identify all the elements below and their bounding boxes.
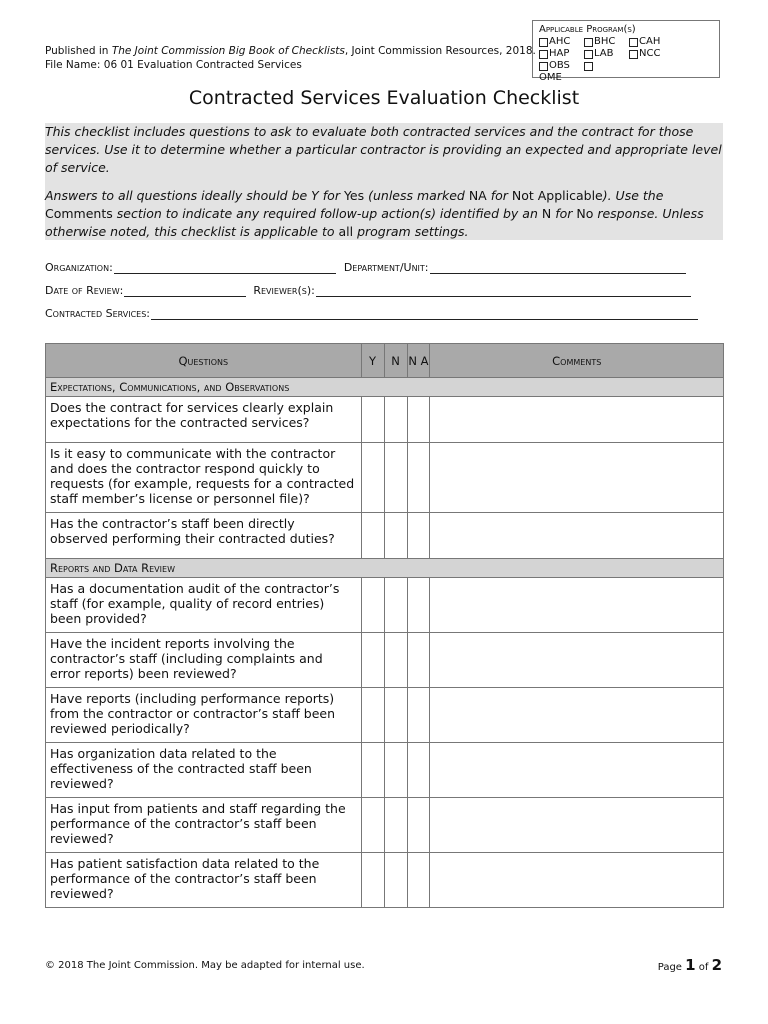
y-cell[interactable] [361, 798, 384, 853]
intro-paragraph-1: This checklist includes questions to ask to evaluate both contracted services and the contract for those services. Use it to determine whether a particular contractor is providing an expected and appropriate level of service. [45, 124, 722, 175]
programs-list [539, 36, 713, 72]
table-row [46, 853, 724, 908]
program-option[interactable] [629, 36, 674, 48]
section-title: Reports and Data Review [46, 559, 724, 578]
table-row [46, 513, 724, 559]
table-row [46, 578, 724, 633]
reviewers-label: Reviewer(s): [253, 284, 315, 297]
y-cell[interactable] [361, 578, 384, 633]
question-cell: Does the contract for services clearly explain expectations for the contracted services? [46, 397, 362, 443]
na-cell[interactable] [407, 743, 430, 798]
department-label: Department/Unit: [343, 261, 429, 274]
table-body [46, 378, 724, 908]
copyright: © 2018 The Joint Commission. May be adapted for internal use. [45, 960, 365, 971]
na-cell[interactable] [407, 578, 430, 633]
program-option[interactable] [539, 36, 584, 48]
header-comments: Comments [430, 344, 724, 378]
page-number: Page 1 of 2 [657, 956, 722, 974]
n-cell[interactable] [384, 443, 407, 513]
program-checkbox[interactable] [584, 50, 593, 59]
intro-box [45, 123, 723, 240]
date-row [45, 284, 691, 297]
y-cell[interactable] [361, 743, 384, 798]
page-title: Contracted Services Evaluation Checklist [188, 87, 580, 109]
intro-paragraph-2: Answers to all questions ideally should be Y for Yes (unless marked NA for Not Applicable). Use the Comments section to indicate any required follow-up action(s) identified by an N for No response. Unless otherwise noted, this checklist is applicable to all program settings. [45, 188, 704, 239]
y-cell[interactable] [361, 633, 384, 688]
section-header-row [46, 559, 724, 578]
program-option[interactable] [584, 60, 629, 72]
y-cell[interactable] [361, 443, 384, 513]
program-option[interactable] [539, 60, 584, 72]
publication-info [45, 44, 536, 72]
comments-cell[interactable] [430, 633, 724, 688]
organization-row [45, 261, 686, 274]
date-label: Date of Review: [45, 284, 124, 297]
header-y: Y [361, 344, 384, 378]
n-cell[interactable] [384, 743, 407, 798]
program-label: NCC [639, 48, 661, 59]
program-checkbox[interactable] [629, 50, 638, 59]
program-option[interactable] [584, 36, 629, 48]
program-checkbox[interactable] [539, 38, 548, 47]
reviewers-input[interactable] [316, 284, 691, 297]
contracted-label: Contracted Services: [45, 307, 151, 320]
question-cell: Has a documentation audit of the contractor’s staff (for example, quality of record entries) been provided? [46, 578, 362, 633]
n-cell[interactable] [384, 798, 407, 853]
contracted-row [45, 307, 698, 320]
question-cell: Has input from patients and staff regarding the performance of the contractor’s staff been reviewed? [46, 798, 362, 853]
program-checkbox[interactable] [584, 62, 593, 71]
table-row [46, 397, 724, 443]
header-questions: Questions [46, 344, 362, 378]
department-input[interactable] [430, 261, 686, 274]
header-n: N [384, 344, 407, 378]
contracted-input[interactable] [151, 307, 698, 320]
table-row [46, 688, 724, 743]
published-suffix: , Joint Commission Resources, 2018. [344, 45, 536, 57]
n-cell[interactable] [384, 578, 407, 633]
comments-cell[interactable] [430, 443, 724, 513]
program-checkbox[interactable] [539, 50, 548, 59]
program-overflow-label: OME [539, 72, 562, 83]
na-cell[interactable] [407, 397, 430, 443]
y-cell[interactable] [361, 853, 384, 908]
na-cell[interactable] [407, 688, 430, 743]
published-book: The Joint Commission Big Book of Checklists [111, 45, 345, 57]
question-cell: Has patient satisfaction data related to the performance of the contractor’s staff been reviewed? [46, 853, 362, 908]
na-cell[interactable] [407, 633, 430, 688]
table-row [46, 633, 724, 688]
comments-cell[interactable] [430, 853, 724, 908]
file-name: File Name: 06 01 Evaluation Contracted Services [45, 59, 302, 71]
n-cell[interactable] [384, 633, 407, 688]
applicable-programs-box [532, 20, 720, 83]
y-cell[interactable] [361, 397, 384, 443]
question-cell: Have the incident reports involving the contractor’s staff (including complaints and error reports) been reviewed? [46, 633, 362, 688]
n-cell[interactable] [384, 853, 407, 908]
section-header-row [46, 378, 724, 397]
question-cell: Have reports (including performance reports) from the contractor or contractor’s staff been reviewed periodically? [46, 688, 362, 743]
published-prefix: Published in [45, 45, 112, 57]
section-title: Expectations, Communications, and Observations [46, 378, 724, 397]
program-checkbox[interactable] [584, 38, 593, 47]
program-label: CAH [639, 36, 661, 47]
header-na: N A [407, 344, 430, 378]
program-option[interactable] [539, 48, 584, 60]
table-header-row [46, 344, 724, 378]
na-cell[interactable] [407, 798, 430, 853]
n-cell[interactable] [384, 688, 407, 743]
na-cell[interactable] [407, 443, 430, 513]
y-cell[interactable] [361, 688, 384, 743]
comments-cell[interactable] [430, 798, 724, 853]
program-label: OBS [549, 60, 570, 71]
question-cell: Is it easy to communicate with the contractor and does the contractor respond quickly to requests (for example, requests for a contracted staff member’s license or personnel file)? [46, 443, 362, 513]
comments-cell[interactable] [430, 578, 724, 633]
program-label: BHC [594, 36, 616, 47]
y-cell[interactable] [361, 513, 384, 559]
table-row [46, 798, 724, 853]
na-cell[interactable] [407, 513, 430, 559]
comments-cell[interactable] [430, 743, 724, 798]
n-cell[interactable] [384, 513, 407, 559]
program-option[interactable] [629, 48, 674, 60]
table-row [46, 443, 724, 513]
program-checkbox[interactable] [629, 38, 638, 47]
question-cell: Has organization data related to the effectiveness of the contracted staff been reviewed? [46, 743, 362, 798]
comments-cell[interactable] [430, 688, 724, 743]
program-option[interactable] [584, 48, 629, 60]
question-cell: Has the contractor’s staff been directly observed performing their contracted duties? [46, 513, 362, 559]
comments-cell[interactable] [430, 397, 724, 443]
program-checkbox[interactable] [539, 62, 548, 71]
organization-label: Organization: [45, 261, 113, 274]
program-label: LAB [594, 48, 614, 59]
program-label: AHC [549, 36, 571, 47]
programs-title: Applicable Program(s) [539, 24, 636, 35]
organization-input[interactable] [114, 261, 336, 274]
table-row [46, 743, 724, 798]
na-cell[interactable] [407, 853, 430, 908]
n-cell[interactable] [384, 397, 407, 443]
comments-cell[interactable] [430, 513, 724, 559]
program-label: HAP [549, 48, 570, 59]
checklist-table [45, 343, 724, 908]
date-input[interactable] [124, 284, 246, 297]
